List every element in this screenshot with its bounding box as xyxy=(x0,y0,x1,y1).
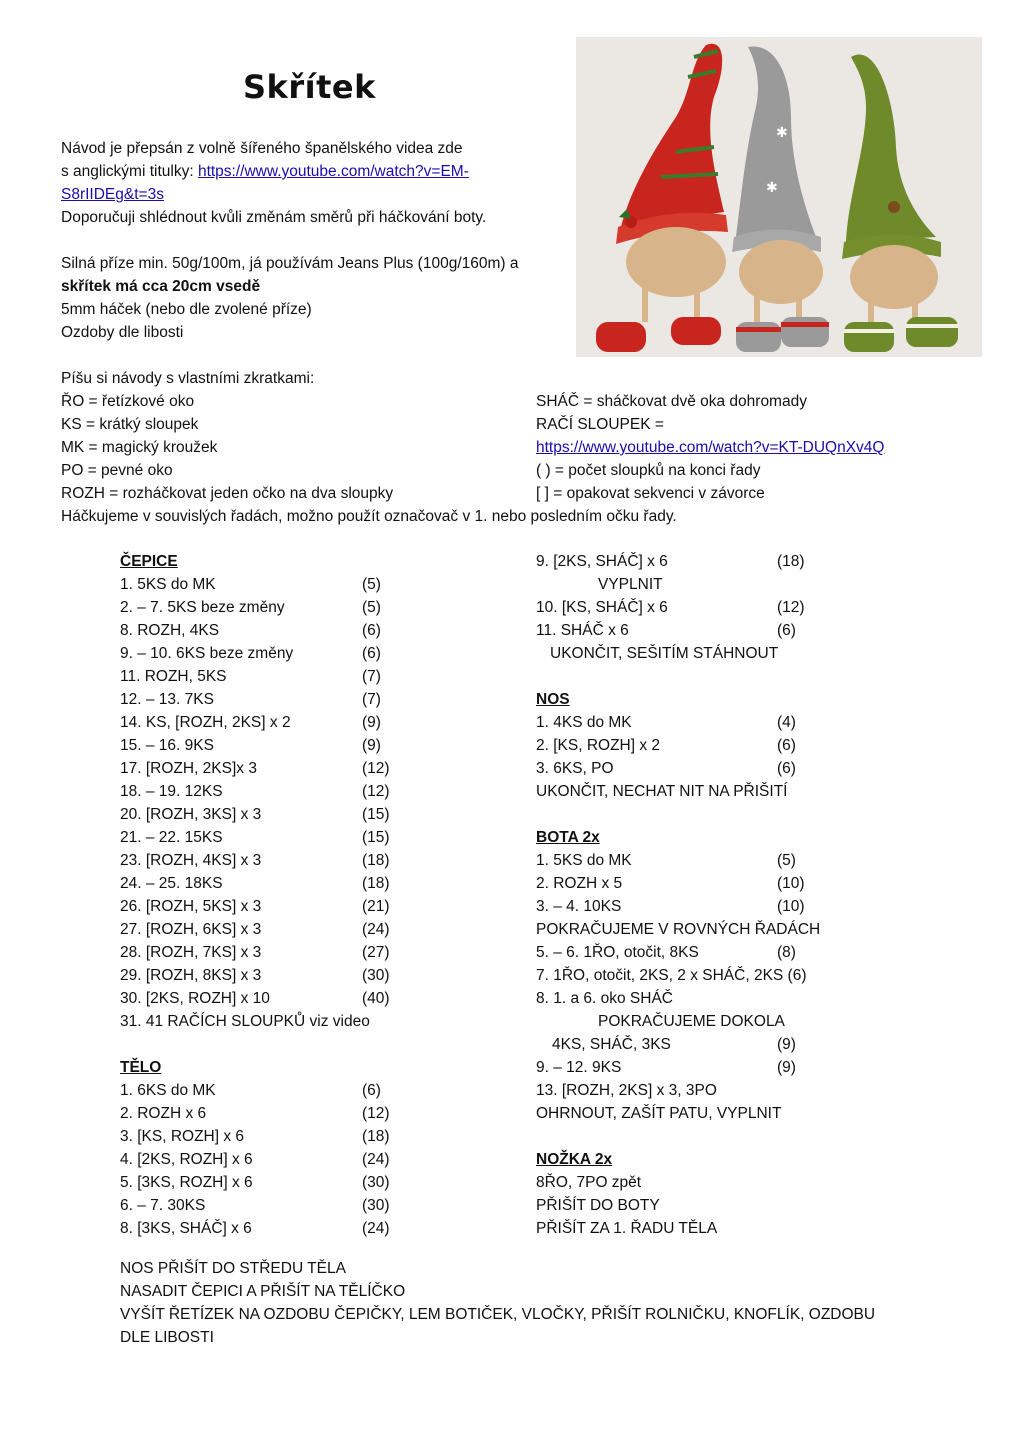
telo-cont-row xyxy=(598,573,663,596)
bota-row xyxy=(536,941,796,964)
bota-row-text: 4KS, SHÁČ, 3KS xyxy=(552,1036,671,1053)
cepice-row-count: (12) xyxy=(362,783,390,800)
cepice-row-count: (9) xyxy=(362,714,381,731)
final-line-1: NOS PŘIŠÍT DO STŘEDU TĚLA xyxy=(120,1260,346,1277)
abbr-left-2: KS = krátký sloupek xyxy=(61,416,199,433)
intro-prefix: s anglickými titulky: xyxy=(61,163,198,180)
nos-row xyxy=(536,711,796,734)
final-line-2: NASADIT ČEPICI A PŘIŠÍT NA TĚLÍČKO xyxy=(120,1283,406,1300)
cepice-row-text: 17. [ROZH, 2KS]x 3 xyxy=(120,760,257,777)
bota-row-text: OHRNOUT, ZAŠÍT PATU, VYPLNIT xyxy=(536,1105,782,1122)
cepice-row-count: (9) xyxy=(362,737,381,754)
bota-row-count: (8) xyxy=(777,944,796,961)
cepice-row-text: 2. – 7. 5KS beze změny xyxy=(120,599,285,616)
telo-row xyxy=(120,1217,390,1240)
nos-row-text: 1. 4KS do MK xyxy=(536,714,632,731)
cepice-row-text: 24. – 25. 18KS xyxy=(120,875,223,892)
telo-cont-row xyxy=(550,642,778,665)
telo-row-text: 4. [2KS, ROZH] x 6 xyxy=(120,1151,253,1168)
bota-row-text: 8. 1. a 6. oko SHÁČ xyxy=(536,990,673,1007)
cepice-row-count: (12) xyxy=(362,760,390,777)
cepice-row-text: 8. ROZH, 4KS xyxy=(120,622,220,639)
cepice-row-count: (5) xyxy=(362,576,381,593)
video-link-1[interactable]: https://www.youtube.com/watch?v=EM- xyxy=(197,163,469,180)
section-heading-bota: BOTA 2x xyxy=(536,829,600,846)
final-line-4: DLE LIBOSTI xyxy=(120,1329,214,1346)
bota-row-text: 1. 5KS do MK xyxy=(536,852,632,869)
nos-row-count: (6) xyxy=(777,760,796,777)
cepice-row-text: 28. [ROZH, 7KS] x 3 xyxy=(120,944,262,961)
bota-row xyxy=(536,1079,717,1102)
nos-row-text: 3. 6KS, PO xyxy=(536,760,614,777)
intro-line-5: Silná příze min. 50g/100m, já používám Jeans Plus (100g/160m) a xyxy=(61,255,519,272)
bota-row-text: 3. – 4. 10KS xyxy=(536,898,622,915)
cepice-row-text: 23. [ROZH, 4KS] x 3 xyxy=(120,852,262,869)
telo-row-count: (6) xyxy=(362,1082,381,1099)
svg-text:✱: ✱ xyxy=(776,125,788,141)
bota-row xyxy=(536,987,673,1010)
telo-cont-row-count: (18) xyxy=(777,553,805,570)
bota-row-text: 5. – 6. 1ŘO, otočit, 8KS xyxy=(536,944,699,961)
cepice-row-text: 21. – 22. 15KS xyxy=(120,829,223,846)
cepice-row xyxy=(120,688,381,711)
telo-cont-row-text: 9. [2KS, SHÁČ] x 6 xyxy=(536,553,668,570)
telo-cont-row xyxy=(536,619,796,642)
nos-row-count: (6) xyxy=(777,737,796,754)
video-link-2[interactable]: https://www.youtube.com/watch?v=KT-DUQnXv4Q xyxy=(536,439,885,456)
nos-row-text: 2. [KS, ROZH] x 2 xyxy=(536,737,661,754)
cepice-row-text: 12. – 13. 7KS xyxy=(120,691,214,708)
cepice-row xyxy=(120,1010,370,1033)
cepice-row-text: 27. [ROZH, 6KS] x 3 xyxy=(120,921,262,938)
final-line-3: VYŠÍT ŘETÍZEK NA OZDOBU ČEPIČKY, LEM BOTIČEK, VLOČKY, PŘIŠÍT ROLNIČKU, KNOFLÍK, OZDOBU xyxy=(120,1306,876,1323)
cepice-row-text: 29. [ROZH, 8KS] x 3 xyxy=(120,967,262,984)
abbr-note: Háčkujeme v souvislých řadách, možno použít označovač v 1. nebo posledním očku řady. xyxy=(61,508,677,525)
telo-cont-row xyxy=(536,596,805,619)
section-heading-nozka: NOŽKA 2x xyxy=(536,1151,613,1168)
abbr-left-1: ŘO = řetízkové oko xyxy=(61,393,195,410)
bota-row xyxy=(552,1033,796,1056)
cepice-row-count: (40) xyxy=(362,990,390,1007)
cepice-row-count: (30) xyxy=(362,967,390,984)
svg-text:✱: ✱ xyxy=(766,180,778,196)
bota-row xyxy=(536,872,805,895)
cepice-row xyxy=(120,987,390,1010)
intro-line-6: skřítek má cca 20cm vsedě xyxy=(61,278,261,295)
intro-line-3 xyxy=(61,184,164,206)
intro-line-2 xyxy=(61,161,469,183)
telo-cont-row xyxy=(536,550,805,573)
cepice-row-count: (18) xyxy=(362,875,390,892)
telo-row xyxy=(120,1194,390,1217)
abbr-right-4: ( ) = počet sloupků na konci řady xyxy=(536,462,761,479)
video-link-1-cont[interactable]: S8rIIDEg&t=3s xyxy=(61,186,164,203)
section-heading-telo: TĚLO xyxy=(120,1059,162,1076)
telo-cont-row-count: (6) xyxy=(777,622,796,639)
intro-line-8: Ozdoby dle libosti xyxy=(61,324,184,341)
section-heading-cepice: ČEPICE xyxy=(120,553,178,570)
bota-row-text: POKRAČUJEME V ROVNÝCH ŘADÁCH xyxy=(536,921,821,938)
telo-row-text: 2. ROZH x 6 xyxy=(120,1105,207,1122)
page-title: Skřítek xyxy=(243,68,376,106)
abbr-left-5: ROZH = rozháčkovat jeden očko na dva sloupky xyxy=(61,485,394,502)
bota-row-text: POKRAČUJEME DOKOLA xyxy=(598,1013,785,1030)
telo-row-text: 8. [3KS, SHÁČ] x 6 xyxy=(120,1220,252,1237)
bota-row-count: (10) xyxy=(777,898,805,915)
cepice-row-text: 31. 41 RAČÍCH SLOUPKŮ viz video xyxy=(120,1013,370,1030)
cepice-row-text: 20. [ROZH, 3KS] x 3 xyxy=(120,806,262,823)
telo-cont-row-text: 10. [KS, SHÁČ] x 6 xyxy=(536,599,668,616)
cepice-row-count: (7) xyxy=(362,668,381,685)
cepice-row-count: (15) xyxy=(362,806,390,823)
bota-row xyxy=(536,1102,781,1125)
nos-row xyxy=(536,780,787,803)
cepice-row-text: 14. KS, [ROZH, 2KS] x 2 xyxy=(120,714,291,731)
telo-cont-row-text: UKONČIT, SEŠITÍM STÁHNOUT xyxy=(550,645,779,662)
cepice-row-count: (5) xyxy=(362,599,381,616)
nos-row xyxy=(536,757,796,780)
bota-row xyxy=(536,918,820,941)
cepice-row-count: (18) xyxy=(362,852,390,869)
abbr-right-1: SHÁČ = sháčkovat dvě oka dohromady xyxy=(536,393,807,410)
telo-row xyxy=(120,1148,390,1171)
cepice-row xyxy=(120,642,381,665)
telo-row-count: (30) xyxy=(362,1197,390,1214)
bota-row-text: 13. [ROZH, 2KS] x 3, 3PO xyxy=(536,1082,717,1099)
cepice-row xyxy=(120,619,381,642)
cepice-row-text: 30. [2KS, ROZH] x 10 xyxy=(120,990,270,1007)
cepice-row xyxy=(120,872,390,895)
cepice-row-count: (6) xyxy=(362,622,381,639)
gnomes-photo xyxy=(576,37,982,357)
cepice-row xyxy=(120,895,390,918)
abbr-right-5: [ ] = opakovat sekvenci v závorce xyxy=(536,485,765,502)
bota-row xyxy=(598,1010,785,1033)
section-heading-nos: NOS xyxy=(536,691,570,708)
telo-row-count: (30) xyxy=(362,1174,390,1191)
telo-row-text: 6. – 7. 30KS xyxy=(120,1197,206,1214)
cepice-row-text: 11. ROZH, 5KS xyxy=(120,668,227,685)
bota-row xyxy=(536,849,796,872)
bota-row-text: 7. 1ŘO, otočit, 2KS, 2 x SHÁČ, 2KS (6) xyxy=(536,967,807,984)
cepice-row-text: 9. – 10. 6KS beze změny xyxy=(120,645,294,662)
intro-line-4: Doporučuji shlédnout kvůli změnám směrů při háčkování boty. xyxy=(61,209,487,226)
abbr-right-3 xyxy=(536,437,884,459)
telo-row xyxy=(120,1079,381,1102)
abbr-left-3: MK = magický kroužek xyxy=(61,439,218,456)
telo-row-text: 1. 6KS do MK xyxy=(120,1082,216,1099)
abbr-left-4: PO = pevné oko xyxy=(61,462,173,479)
cepice-row xyxy=(120,780,390,803)
cepice-row xyxy=(120,826,390,849)
cepice-row-count: (7) xyxy=(362,691,381,708)
nos-row-text: UKONČIT, NECHAT NIT NA PŘIŠITÍ xyxy=(536,783,788,800)
cepice-row xyxy=(120,803,390,826)
intro-line-1: Návod je přepsán z volně šířeného španělského videa zde xyxy=(61,140,463,157)
telo-cont-row-text: 11. SHÁČ x 6 xyxy=(536,622,629,639)
bota-row-count: (9) xyxy=(777,1059,796,1076)
telo-row xyxy=(120,1125,390,1148)
bota-row-count: (5) xyxy=(777,852,796,869)
cepice-row xyxy=(120,918,390,941)
cepice-row xyxy=(120,734,381,757)
cepice-row xyxy=(120,573,381,596)
cepice-row xyxy=(120,596,381,619)
bota-row-text: 9. – 12. 9KS xyxy=(536,1059,622,1076)
nozka-row: PŘIŠÍT DO BOTY xyxy=(536,1197,660,1214)
telo-row-count: (12) xyxy=(362,1105,390,1122)
telo-row-count: (18) xyxy=(362,1128,390,1145)
nos-row xyxy=(536,734,796,757)
cepice-row-count: (6) xyxy=(362,645,381,662)
cepice-row-count: (15) xyxy=(362,829,390,846)
cepice-row-text: 18. – 19. 12KS xyxy=(120,783,223,800)
bota-row xyxy=(536,1056,796,1079)
cepice-row-text: 26. [ROZH, 5KS] x 3 xyxy=(120,898,262,915)
telo-row xyxy=(120,1171,390,1194)
bota-row-count: (10) xyxy=(777,875,805,892)
cepice-row-text: 1. 5KS do MK xyxy=(120,576,216,593)
intro-line-7: 5mm háček (nebo dle zvolené příze) xyxy=(61,301,312,318)
nozka-row: PŘIŠÍT ZA 1. ŘADU TĚLA xyxy=(536,1220,718,1237)
cepice-row-count: (21) xyxy=(362,898,390,915)
cepice-row xyxy=(120,757,390,780)
telo-row-count: (24) xyxy=(362,1220,390,1237)
cepice-row xyxy=(120,964,390,987)
cepice-row xyxy=(120,711,381,734)
bota-row xyxy=(536,964,807,987)
cepice-row-count: (24) xyxy=(362,921,390,938)
bota-row xyxy=(536,895,805,918)
telo-row-text: 5. [3KS, ROZH] x 6 xyxy=(120,1174,253,1191)
nozka-row: 8ŘO, 7PO zpět xyxy=(536,1174,642,1191)
abbr-heading: Píšu si návody s vlastními zkratkami: xyxy=(61,370,315,387)
cepice-row xyxy=(120,941,390,964)
cepice-row xyxy=(120,849,390,872)
telo-row-count: (24) xyxy=(362,1151,390,1168)
cepice-row-text: 15. – 16. 9KS xyxy=(120,737,214,754)
telo-row xyxy=(120,1102,390,1125)
cepice-row xyxy=(120,665,381,688)
telo-cont-row-text: VYPLNIT xyxy=(598,576,663,593)
telo-row-text: 3. [KS, ROZH] x 6 xyxy=(120,1128,245,1145)
abbr-right-2: RAČÍ SLOUPEK = xyxy=(536,416,664,433)
cepice-row-count: (27) xyxy=(362,944,390,961)
bota-row-count: (9) xyxy=(777,1036,796,1053)
nos-row-count: (4) xyxy=(777,714,796,731)
telo-cont-row-count: (12) xyxy=(777,599,805,616)
bota-row-text: 2. ROZH x 5 xyxy=(536,875,623,892)
